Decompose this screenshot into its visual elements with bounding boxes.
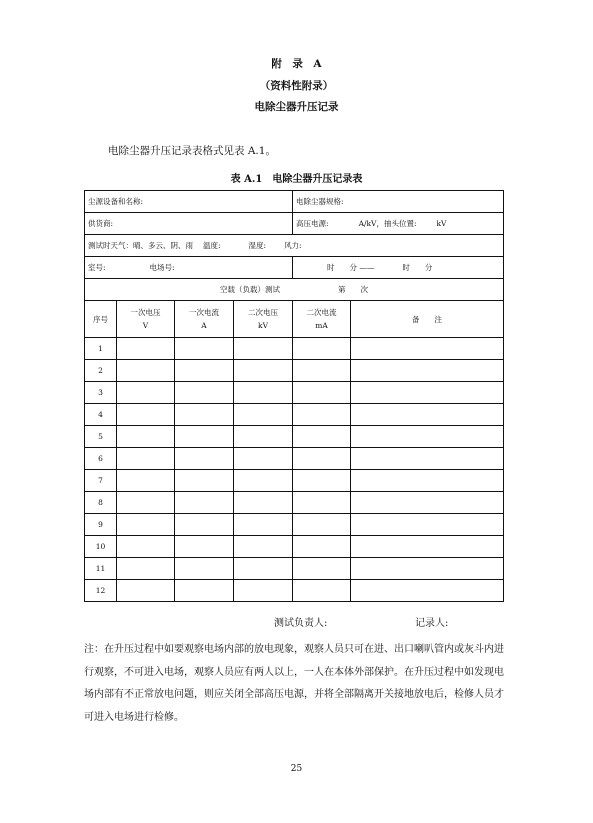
test-title-row (85, 279, 504, 301)
table-cell (117, 338, 175, 360)
table-row (85, 360, 504, 382)
table-cell (293, 580, 351, 602)
recorder-signature-label: 记录人: (415, 618, 449, 629)
table-cell (175, 470, 234, 492)
table-cell (175, 514, 234, 536)
weather-cell (85, 235, 504, 257)
table-cell (293, 360, 351, 382)
table-cell (351, 448, 504, 470)
intro-text: 电除尘器升压记录表格式见表 A.1。 (108, 145, 276, 157)
info-row-supplier (85, 213, 504, 235)
table-cell (351, 360, 504, 382)
room-cell (85, 257, 293, 279)
table-row (85, 558, 504, 580)
table-cell (234, 382, 293, 404)
row-index: 8 (85, 492, 117, 514)
table-cell (175, 360, 234, 382)
table-cell (175, 338, 234, 360)
info-row-device (85, 191, 504, 213)
row-index: 7 (85, 470, 117, 492)
col-header-remarks: 备 注 (351, 301, 504, 338)
table-cell (175, 558, 234, 580)
table-row (85, 536, 504, 558)
source-device-label: 尘源设备和名称: (88, 197, 144, 206)
table-cell (293, 404, 351, 426)
table-cell (234, 514, 293, 536)
time-cell (293, 257, 504, 279)
table-cell (351, 514, 504, 536)
table-row (85, 426, 504, 448)
tester-signature-label: 测试负责人: (274, 618, 328, 629)
room-label: 室号: (88, 263, 106, 272)
table-cell (234, 470, 293, 492)
table-cell (234, 338, 293, 360)
table-row (85, 492, 504, 514)
table-cell (351, 426, 504, 448)
precipitator-spec-label: 电除尘器规格: (296, 197, 344, 206)
table-cell (175, 404, 234, 426)
test-title-label: 空载（负载）测试 (220, 285, 281, 294)
page-number: 25 (290, 764, 303, 774)
temperature-label: 温度: (203, 241, 221, 250)
table-cell (234, 492, 293, 514)
wind-label: 风力: (284, 241, 302, 250)
table-cell (175, 580, 234, 602)
table-cell (293, 382, 351, 404)
table-cell (117, 580, 175, 602)
table-cell (117, 448, 175, 470)
row-index: 12 (85, 580, 117, 602)
table-cell (175, 448, 234, 470)
test-round-label: 第 次 (338, 285, 369, 294)
row-index: 11 (85, 558, 117, 580)
table-cell (351, 492, 504, 514)
ratio-unit-label: A/kV，抽头位置: (358, 219, 417, 228)
row-index: 2 (85, 360, 117, 382)
table-cell (175, 536, 234, 558)
table-row (85, 448, 504, 470)
table-cell (234, 558, 293, 580)
row-index: 5 (85, 426, 117, 448)
table-cell (293, 536, 351, 558)
col-header-secondary-current: 二次电流 mA (293, 301, 351, 338)
table-cell (293, 492, 351, 514)
table-cell (234, 580, 293, 602)
table-cell (234, 426, 293, 448)
appendix-subtitle: （资料性附录） (259, 80, 334, 92)
field-label: 电场号: (149, 263, 175, 272)
table-cell (293, 426, 351, 448)
table-cell (117, 558, 175, 580)
note-text: 注：在升压过程中如要观察电场内部的放电现象，观察人员只可在进、出口喇叭管内或灰斗内进行观察，不可进入电场，观察人员应有两人以上，一人在本体外部保护。在升压过程中如发现电场内部有不正常放电问题，则应关闭全部高压电源，并将全部隔离开关接地放电后，检修人员才可进入电场进行检修。 (84, 644, 504, 723)
info-row-room (85, 257, 504, 279)
row-index: 10 (85, 536, 117, 558)
info-row-weather (85, 235, 504, 257)
weather-label: 测试时天气：晴、多云、阴、雨 (88, 241, 193, 250)
table-cell (293, 558, 351, 580)
hv-supply-cell (293, 213, 504, 235)
humidity-label: 湿度: (248, 241, 267, 250)
table-row (85, 580, 504, 602)
table-cell (234, 404, 293, 426)
source-device-cell (85, 191, 293, 213)
table-row (85, 470, 504, 492)
col-header-index: 序号 (85, 301, 117, 338)
table-row (85, 382, 504, 404)
col-header-primary-voltage: 一次电压 V (117, 301, 175, 338)
table-cell (117, 426, 175, 448)
table-cell (293, 338, 351, 360)
boost-record-table (84, 190, 504, 602)
table-cell (351, 580, 504, 602)
table-cell (234, 448, 293, 470)
table-caption: 表 A.1 电除尘器升压记录表 (230, 174, 363, 185)
table-cell (175, 426, 234, 448)
row-index: 6 (85, 448, 117, 470)
col-header-secondary-voltage: 二次电压 kV (234, 301, 293, 338)
table-cell (117, 536, 175, 558)
col-header-primary-current: 一次电流 A (175, 301, 234, 338)
table-cell (351, 470, 504, 492)
table-cell (293, 470, 351, 492)
table-row (85, 514, 504, 536)
hv-supply-label: 高压电源: (296, 219, 329, 228)
table-cell (117, 404, 175, 426)
time-from-label: 时 分 —— (327, 263, 375, 272)
table-cell (351, 404, 504, 426)
table-cell (117, 360, 175, 382)
appendix-name: 电除尘器升压记录 (254, 101, 339, 113)
table-cell (351, 536, 504, 558)
table-row (85, 404, 504, 426)
test-title-cell (85, 279, 504, 301)
table-cell (351, 382, 504, 404)
supplier-cell (85, 213, 293, 235)
time-to-label: 时 分 (402, 263, 433, 272)
row-index: 3 (85, 382, 117, 404)
table-cell (234, 536, 293, 558)
table-row (85, 338, 504, 360)
column-header-row (85, 301, 504, 338)
table-cell (175, 382, 234, 404)
table-cell (351, 558, 504, 580)
table-cell (351, 338, 504, 360)
appendix-title: 附 录 A (271, 58, 322, 70)
kv-unit-label: kV (436, 219, 447, 228)
table-cell (117, 492, 175, 514)
table-cell (117, 470, 175, 492)
table-cell (293, 514, 351, 536)
table-cell (117, 382, 175, 404)
table-cell (117, 514, 175, 536)
supplier-label: 供货商: (88, 219, 114, 228)
row-index: 1 (85, 338, 117, 360)
table-cell (175, 492, 234, 514)
table-cell (234, 360, 293, 382)
table-cell (293, 448, 351, 470)
row-index: 4 (85, 404, 117, 426)
row-index: 9 (85, 514, 117, 536)
precipitator-spec-cell (293, 191, 504, 213)
